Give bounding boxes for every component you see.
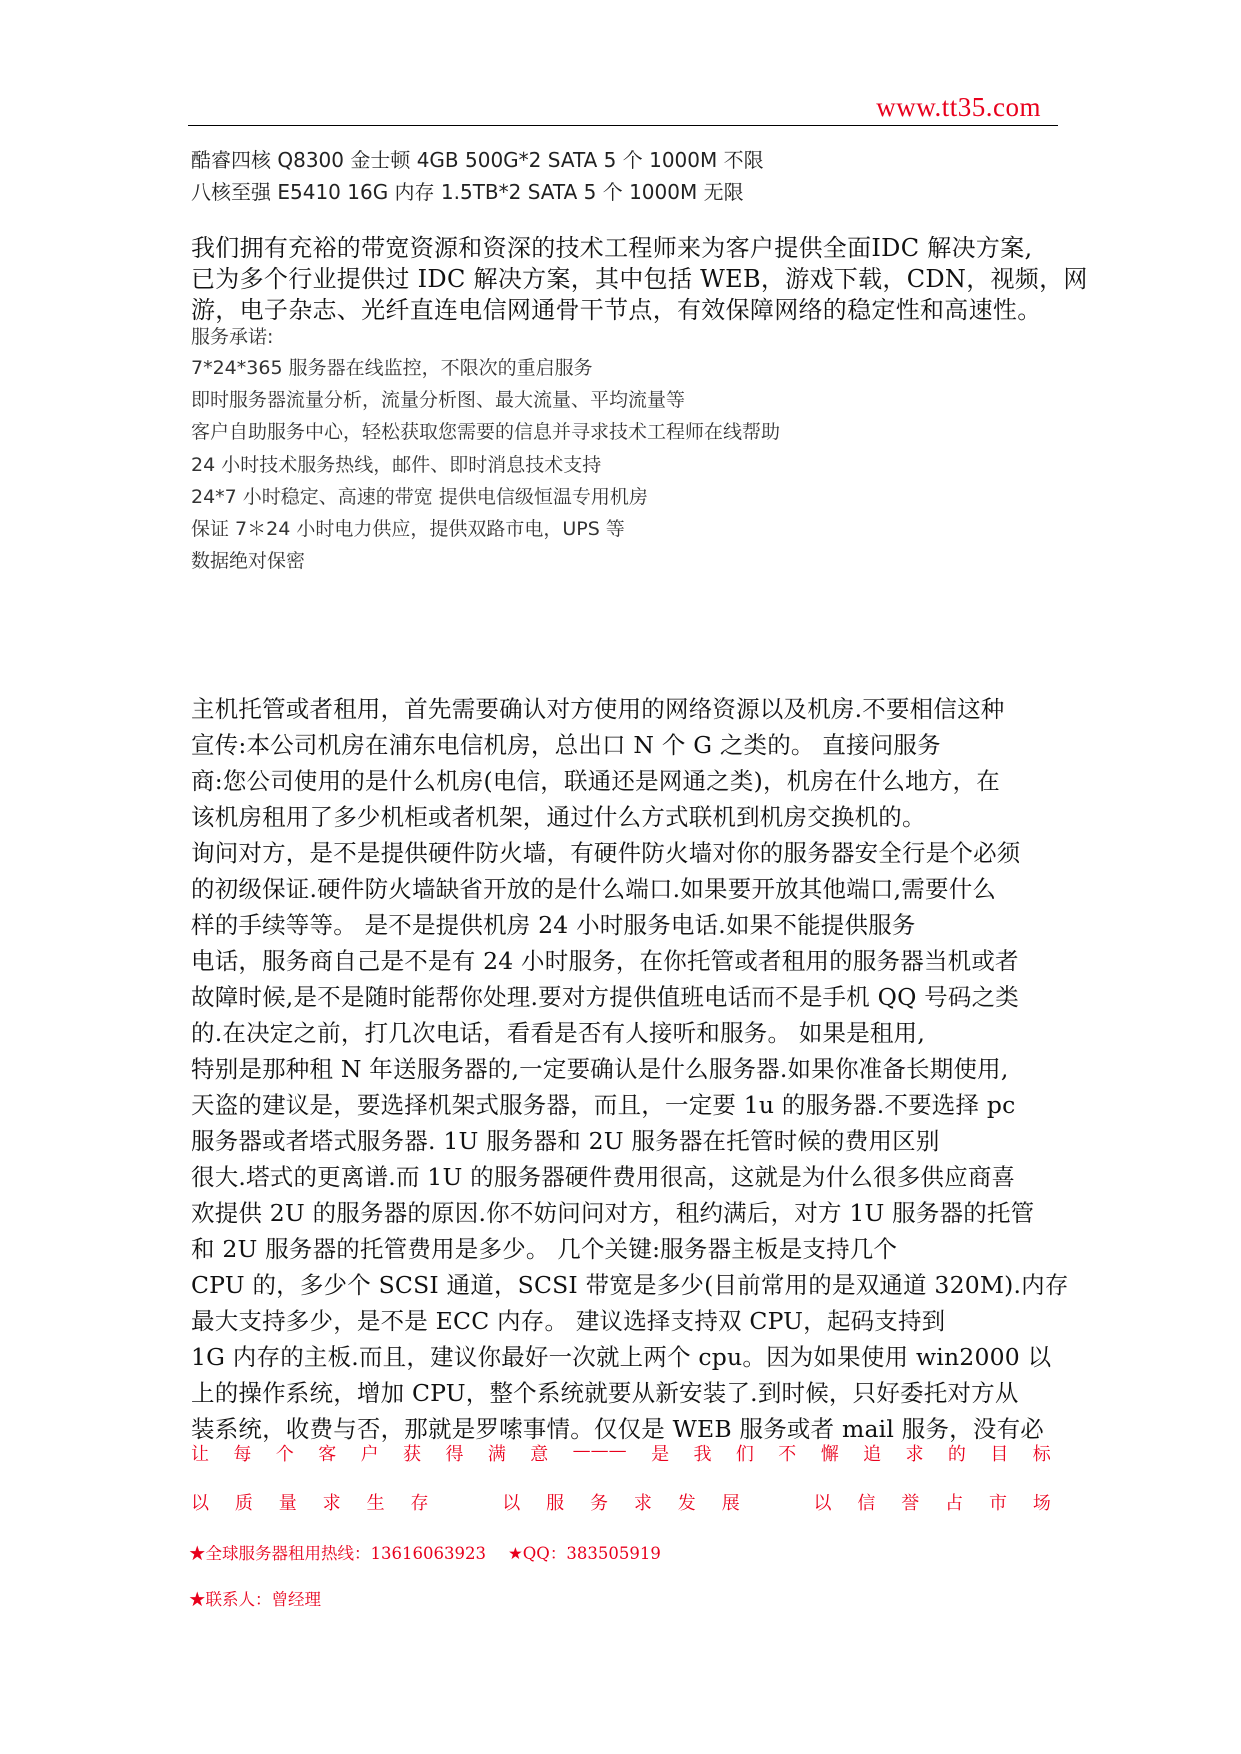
slogan-char: 意 xyxy=(530,1444,549,1465)
body-line: 样的手续等等。 是不是提供机房 24 小时服务电话.如果不能提供服务 xyxy=(191,911,916,939)
service-item-1: 7*24*365 服务器在线监控，不限次的重启服务 xyxy=(191,357,593,379)
intro-line-1: 我们拥有充裕的带宽资源和资深的技术工程师来为客户提供全面IDC 解决方案, xyxy=(191,234,1033,262)
slogan-char: 个 xyxy=(275,1444,294,1465)
slogan-char: 务 xyxy=(590,1493,609,1514)
body-line: 欢提供 2U 的服务器的原因.你不妨问问对方，租约满后，对方 1U 服务器的托管 xyxy=(191,1199,1035,1227)
contact-person: ★联系人：曾经理 xyxy=(189,1590,321,1609)
body-line: 的.在决定之前，打几次电话，看看是否有人接听和服务。 如果是租用, xyxy=(191,1019,926,1047)
slogan-char: 场 xyxy=(1032,1493,1051,1514)
body-line: CPU 的，多少个 SCSI 通道，SCSI 带宽是多少(目前常用的是双通道 320M).内存 xyxy=(191,1271,1069,1299)
service-item-7: 数据绝对保密 xyxy=(191,550,306,572)
body-line: 装系统，收费与否，那就是罗嗦事情。仅仅是 WEB 服务或者 mail 服务，没有必 xyxy=(191,1415,1044,1443)
slogan-char: 获 xyxy=(403,1444,422,1465)
slogan-char: 占 xyxy=(945,1493,964,1514)
slogan-char: 展 xyxy=(721,1493,740,1514)
body-line: 该机房租用了多少机柜或者机架，通过什么方式联机到机房交换机的。 xyxy=(191,803,926,831)
slogan-top xyxy=(191,1440,1051,1466)
slogan-char: 质 xyxy=(234,1493,253,1514)
body-line: 特别是那种租 N 年送服务器的,一定要确认是什么服务器.如果你准备长期使用, xyxy=(191,1055,1009,1083)
slogan-char: ——— xyxy=(572,1440,627,1461)
slogan-char: 以 xyxy=(813,1493,832,1514)
slogan-char: 求 xyxy=(322,1493,341,1514)
slogan-char: 以 xyxy=(191,1493,209,1514)
hotline-text: ★全球服务器租用热线：13616063923 xyxy=(189,1544,486,1563)
slogan-char: 们 xyxy=(735,1444,754,1465)
body-line: 和 2U 服务器的托管费用是多少。 几个关键:服务器主板是支持几个 xyxy=(191,1235,898,1263)
slogan-char: 目 xyxy=(990,1444,1009,1465)
body-line: 宣传:本公司机房在浦东电信机房，总出口 N 个 G 之类的。 直接问服务 xyxy=(191,731,941,759)
slogan-char: 服 xyxy=(546,1493,565,1514)
body-line: 很大.塔式的更离谱.而 1U 的服务器硬件费用很高，这就是为什么很多供应商喜 xyxy=(191,1163,1016,1191)
body-line: 商:您公司使用的是什么机房(电信，联通还是网通之类)，机房在什么地方，在 xyxy=(191,767,1000,795)
body-line: 故障时候,是不是随时能帮你处理.要对方提供值班电话而不是手机 QQ 号码之类 xyxy=(191,983,1020,1011)
contact-hotline-row xyxy=(189,1540,661,1564)
service-item-4: 24 小时技术服务热线，邮件、即时消息技术支持 xyxy=(191,454,602,476)
service-item-3: 客户自助服务中心，轻松获取您需要的信息并寻求技术工程师在线帮助 xyxy=(191,421,781,443)
body-line: 1G 内存的主板.而且，建议你最好一次就上两个 cpu。因为如果使用 win2000 以 xyxy=(191,1343,1052,1371)
slogan-char: 量 xyxy=(278,1493,297,1514)
slogan-char: 发 xyxy=(677,1493,696,1514)
slogan-char: 求 xyxy=(633,1493,652,1514)
service-item-5: 24*7 小时稳定、高速的带宽 提供电信级恒温专用机房 xyxy=(191,486,648,508)
slogan-gap xyxy=(454,1489,476,1515)
slogan-bottom xyxy=(191,1489,1051,1515)
body-line: 上的操作系统，增加 CPU，整个系统就要从新安装了.到时候，只好委托对方从 xyxy=(191,1379,1019,1407)
slogan-char: 求 xyxy=(905,1444,924,1465)
slogan-char: 户 xyxy=(360,1444,379,1465)
spec-line-1: 酷睿四核 Q8300 金士顿 4GB 500G*2 SATA 5 个 1000M 不限 xyxy=(191,148,764,172)
body-line: 主机托管或者租用，首先需要确认对方使用的网络资源以及机房.不要相信这种 xyxy=(191,695,1005,723)
service-item-6: 保证 7＊24 小时电力供应，提供双路市电，UPS 等 xyxy=(191,518,625,540)
slogan-char: 以 xyxy=(502,1493,521,1514)
body-line: 的初级保证.硬件防火墙缺省开放的是什么端口.如果要开放其他端口,需要什么 xyxy=(191,875,997,903)
slogan-char: 懈 xyxy=(820,1444,839,1465)
service-item-2: 即时服务器流量分析，流量分析图、最大流量、平均流量等 xyxy=(191,389,686,411)
body-line: 电话，服务商自己是不是有 24 小时服务，在你托管或者租用的服务器当机或者 xyxy=(191,947,1019,975)
slogan-char: 不 xyxy=(778,1444,797,1465)
slogan-char: 我 xyxy=(693,1444,712,1465)
body-line: 询问对方，是不是提供硬件防火墙，有硬件防火墙对你的服务器安全行是个必须 xyxy=(191,839,1021,867)
slogan-char: 追 xyxy=(863,1444,882,1465)
slogan-gap xyxy=(766,1489,788,1515)
slogan-char: 信 xyxy=(857,1493,876,1514)
body-line: 服务器或者塔式服务器. 1U 服务器和 2U 服务器在托管时候的费用区别 xyxy=(191,1127,940,1155)
intro-line-2: 已为多个行业提供过 IDC 解决方案，其中包括 WEB，游戏下载，CDN，视频，网 xyxy=(191,265,1088,293)
slogan-char: 市 xyxy=(989,1493,1008,1514)
header-divider xyxy=(188,125,1058,126)
services-title: 服务承诺: xyxy=(191,326,274,348)
slogan-char: 让 xyxy=(191,1444,209,1465)
slogan-char: 客 xyxy=(318,1444,337,1465)
slogan-char: 誉 xyxy=(901,1493,920,1514)
qq-text: ★QQ：383505919 xyxy=(507,1544,661,1563)
spec-line-2: 八核至强 E5410 16G 内存 1.5TB*2 SATA 5 个 1000M 无限 xyxy=(191,180,744,204)
slogan-char: 标 xyxy=(1032,1444,1051,1465)
slogan-char: 生 xyxy=(366,1493,385,1514)
slogan-char: 每 xyxy=(233,1444,252,1465)
body-line: 最大支持多少，是不是 ECC 内存。 建议选择支持双 CPU，起码支持到 xyxy=(191,1307,946,1335)
slogan-char: 存 xyxy=(410,1493,429,1514)
intro-line-3: 游，电子杂志、光纤直连电信网通骨干节点，有效保障网络的稳定性和高速性。 xyxy=(191,296,1042,324)
slogan-char: 的 xyxy=(947,1444,966,1465)
slogan-char: 满 xyxy=(487,1444,506,1465)
header-url[interactable]: www.tt35.com xyxy=(876,92,1041,122)
slogan-char: 得 xyxy=(445,1444,464,1465)
slogan-char: 是 xyxy=(651,1444,670,1465)
body-line: 天盗的建议是，要选择机架式服务器，而且，一定要 1u 的服务器.不要选择 pc xyxy=(191,1091,1016,1119)
